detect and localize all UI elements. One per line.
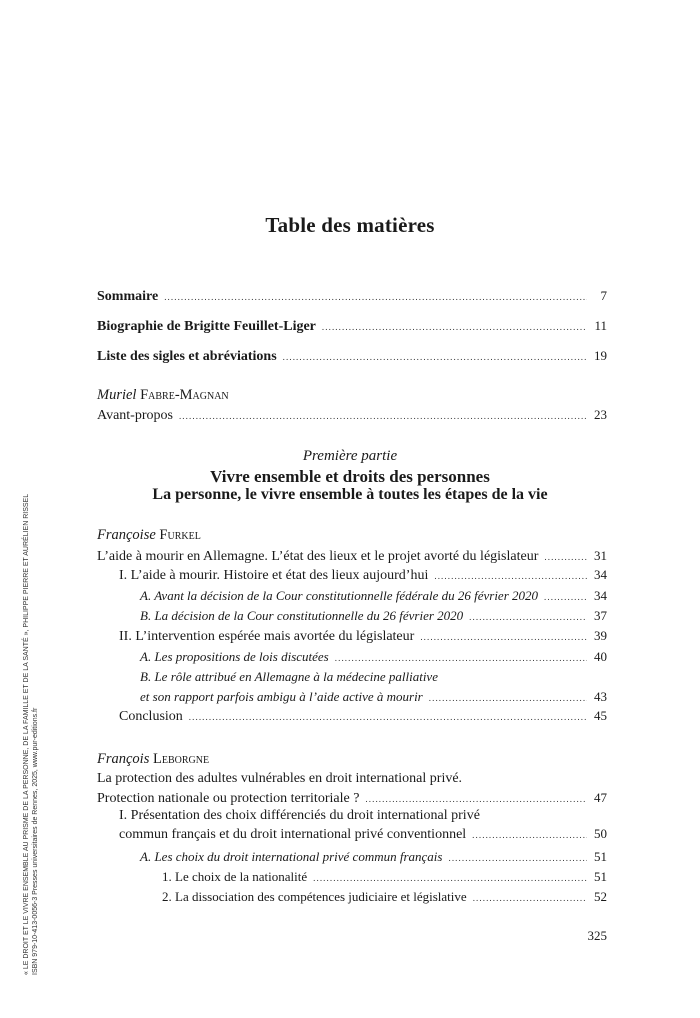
toc-entry-label: Conclusion — [119, 709, 183, 724]
toc-entry-subsubsection[interactable] — [162, 888, 607, 907]
leader-dots — [179, 407, 587, 425]
toc-entry-label: et son rapport parfois ambigu à l’aide active à mourir — [140, 689, 423, 704]
part-label: Première partie — [302, 448, 398, 464]
leader-dots — [544, 588, 587, 606]
toc-entry-subsection[interactable] — [140, 648, 607, 667]
toc-entry-page: 34 — [594, 588, 607, 603]
toc-entry-page: 37 — [594, 608, 607, 623]
toc-entry-subsection[interactable] — [140, 587, 607, 606]
toc-entry-label: II. L’intervention espérée mais avortée du législateur — [119, 629, 415, 644]
toc-entry-label: Avant-propos — [97, 408, 173, 423]
author-first-name: Françoise — [97, 527, 156, 543]
side-note-line2: ISBN 979-10-413-0056-3 Presses universitaires de Rennes, 2025, www.pur-editions.fr — [32, 707, 39, 975]
leader-dots — [164, 288, 587, 306]
toc-entry-label: Protection nationale ou protection territoriale ? — [97, 791, 360, 806]
toc-entry-sigles[interactable] — [97, 347, 607, 366]
page-number: 325 — [587, 928, 607, 943]
toc-entry-label: L’aide à mourir en Allemagne. L’état des lieux et le projet avorté du législateur — [97, 549, 539, 564]
toc-entry-sommaire[interactable] — [97, 287, 607, 306]
toc-entry-label: A. Les propositions de lois discutées — [140, 649, 329, 664]
leader-dots — [434, 567, 587, 585]
toc-entry-label: Biographie de Brigitte Feuillet-Liger — [97, 319, 316, 334]
leader-dots — [429, 689, 587, 707]
toc-entry-label-line1: I. Présentation des choix différenciés du droit international privé — [119, 808, 480, 823]
toc-entry-page: 7 — [600, 288, 607, 303]
leader-dots — [283, 348, 587, 366]
toc-entry-page: 31 — [594, 548, 607, 563]
toc-entry-section[interactable] — [119, 825, 607, 844]
chapter-author — [97, 527, 201, 544]
toc-entry-page: 11 — [594, 318, 607, 333]
toc-entry-page: 52 — [594, 889, 607, 904]
page-title: Table des matières — [265, 213, 435, 238]
toc-entry-page: 47 — [594, 790, 607, 805]
part-subtitle: La personne, le vivre ensemble à toutes les étapes de la vie — [152, 486, 548, 503]
toc-entry-label: I. L’aide à mourir. Histoire et état des lieux aujourd’hui — [119, 568, 429, 583]
leader-dots — [544, 548, 587, 566]
toc-entry-label-line1: B. Le rôle attribué en Allemagne à la médecine palliative — [140, 669, 438, 684]
chapter-author — [97, 387, 229, 404]
toc-entry-subsubsection[interactable] — [162, 868, 607, 887]
leader-dots — [335, 649, 587, 667]
side-copyright-note — [22, 494, 40, 975]
toc-entry-label: 2. La dissociation des compétences judiciaire et législative — [162, 889, 467, 904]
leader-dots — [473, 889, 587, 907]
author-first-name: François — [97, 751, 150, 767]
toc-entry-label: Liste des sigles et abréviations — [97, 349, 277, 364]
toc-entry-label: 1. Le choix de la nationalité — [162, 869, 308, 884]
author-last-name: Leborgne — [152, 751, 210, 767]
author-first-name: Muriel — [97, 387, 137, 403]
author-last-name: Furkel — [159, 527, 201, 543]
toc-entry-page: 50 — [594, 826, 607, 841]
toc-entry-page: 43 — [594, 689, 607, 704]
side-note-line1: « LE DROIT ET LE VIVRE ENSEMBLE AU PRISME DE LA PERSONNE, DE LA FAMILLE ET DE LA SANTÉ », PHILIPPE PIERRE ET AURÉLIEN RISSEL — [23, 493, 30, 975]
toc-entry-label: A. Avant la décision de la Cour constitutionnelle fédérale du 26 février 2020 — [140, 588, 539, 603]
toc-entry-page: 45 — [594, 708, 607, 723]
leader-dots — [448, 849, 587, 867]
toc-entry-page: 51 — [594, 849, 607, 864]
toc-entry-page: 23 — [594, 407, 607, 422]
leader-dots — [420, 628, 587, 646]
part-title: Vivre ensemble et droits des personnes — [210, 467, 490, 486]
author-last-name: Fabre-Magnan — [140, 387, 229, 403]
toc-entry-page: 19 — [594, 348, 607, 363]
leader-dots — [322, 318, 587, 336]
toc-entry-page: 39 — [594, 628, 607, 643]
toc-entry-label: A. Les choix du droit international privé commun français — [140, 849, 443, 864]
leader-dots — [472, 826, 587, 844]
toc-entry-biographie[interactable] — [97, 317, 607, 336]
toc-entry-subsection[interactable] — [140, 848, 607, 867]
leader-dots — [313, 869, 587, 887]
leader-dots — [469, 608, 587, 626]
chapter-author — [97, 751, 209, 768]
toc-entry-section[interactable] — [119, 566, 607, 585]
toc-entry-chapter[interactable] — [97, 547, 607, 566]
leader-dots — [189, 708, 587, 726]
toc-entry-section[interactable] — [119, 627, 607, 646]
toc-entry-conclusion[interactable] — [119, 707, 607, 726]
toc-entry-label: B. La décision de la Cour constitutionnelle du 26 février 2020 — [140, 608, 464, 623]
toc-entry-page: 34 — [594, 567, 607, 582]
toc-entry-avant-propos[interactable] — [97, 406, 607, 425]
toc-entry-subsection[interactable] — [140, 688, 607, 707]
toc-entry-chapter[interactable] — [97, 789, 607, 808]
toc-entry-label: Sommaire — [97, 289, 159, 304]
toc-entry-subsection[interactable] — [140, 607, 607, 626]
toc-entry-label-line1: La protection des adultes vulnérables en droit international privé. — [97, 771, 463, 786]
toc-entry-label: commun français et du droit international privé conventionnel — [119, 827, 467, 842]
toc-entry-page: 40 — [594, 649, 607, 664]
leader-dots — [365, 790, 587, 808]
toc-entry-page: 51 — [594, 869, 607, 884]
